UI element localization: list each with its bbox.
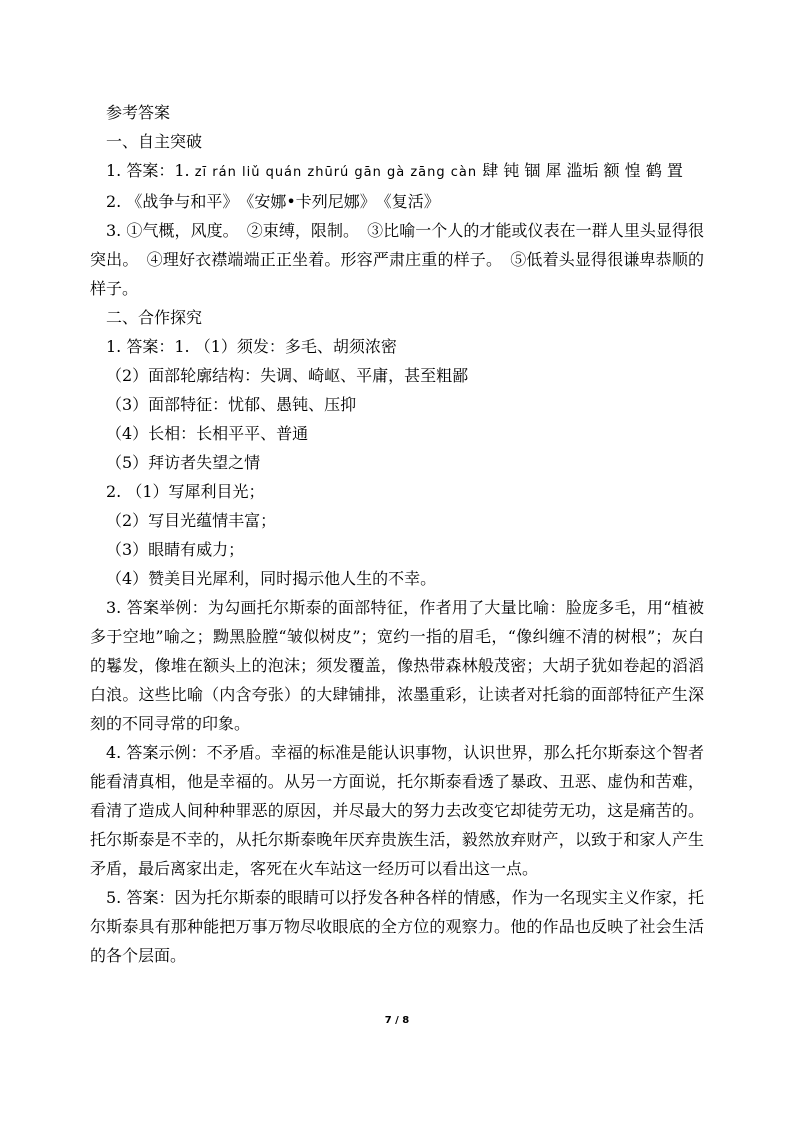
- answer-2-3: 3. 答案举例：为勾画托尔斯泰的面部特征，作者用了大量比喻：脸庞多毛，用“植被多于空地”喻之；黝黑脸膛“皱似树皮”；宽约一指的眉毛，“像纠缠不清的树根”；灰白的鬈发，像堆在额头上的泡沫；须发覆盖，像热带森林般茂密；大胡子犹如卷起的滔滔白浪。这些比喻（内含夸张）的大肆铺排，浓墨重彩，让读者对托翁的面部特征产生深刻的不同寻常的印象。: [90, 598, 704, 733]
- answer-1-1-chars: 肆 钝 锢 犀 滥垢 额 惶 鹤 置: [477, 161, 683, 180]
- answer-2-1-c: （3）面部特征：忧郁、愚钝、压抑: [106, 395, 357, 414]
- page-number: 7 / 8: [384, 1015, 410, 1026]
- answer-2-2-b: （2）写目光蕴情丰富；: [106, 511, 277, 530]
- answer-2-1-d: （4）长相：长相平平、普通: [106, 424, 309, 443]
- answer-content: [90, 98, 704, 970]
- answer-1-1-prefix: 1. 答案：1.: [106, 161, 195, 180]
- section-heading-1: 一、自主突破: [106, 132, 203, 151]
- section-heading-2: 二、合作探究: [106, 308, 203, 327]
- answer-1-3: 3. ①气概，风度。 ②束缚，限制。 ③比喻一个人的才能或仪表在一群人里头显得很突出。 ④理好衣襟端端正正坐着。形容严肃庄重的样子。 ⑤低着头显得很谦卑恭顺的样子。: [90, 221, 704, 298]
- answer-2-2-c: （3）眼睛有威力；: [106, 540, 245, 559]
- answer-heading: 参考答案: [106, 103, 171, 122]
- answer-1-1: [90, 156, 704, 187]
- answer-1-1-pinyin: zī rán liǔ quán zhūrú gān gà zāng càn: [194, 165, 478, 180]
- answer-2-1-b: （2）面部轮廓结构：失调、崎岖、平庸，甚至粗鄙: [106, 366, 469, 385]
- answer-2-2-d: （4）赞美目光犀利，同时揭示他人生的不幸。: [106, 569, 437, 588]
- answer-2-5: 5. 答案：因为托尔斯泰的眼睛可以抒发各种各样的情感，作为一名现实主义作家，托尔斯泰具有那种能把万事万物尽收眼底的全方位的观察力。他的作品也反映了社会生活的各个层面。: [90, 888, 704, 965]
- answer-2-4: 4. 答案示例：不矛盾。幸福的标准是能认识事物，认识世界，那么托尔斯泰这个智者能看清真相，他是幸福的。从另一方面说，托尔斯泰看透了暴政、丑恶、虚伪和苦难，看清了造成人间种种罪恶的原因，并尽最大的努力去改变它却徒劳无功，这是痛苦的。托尔斯泰是不幸的，从托尔斯泰晚年厌弃贵族生活，毅然放弃财产，以致于和家人产生矛盾，最后离家出走，客死在火车站这一经历可以看出这一点。: [90, 743, 704, 878]
- answer-2-1-e: （5）拜访者失望之情: [106, 453, 261, 472]
- answer-1-2: 2. 《战争与和平》 《安娜•卡列尼娜》 《复活》: [106, 192, 440, 211]
- answer-2-1-a: 1. 答案：1. （1）须发：多毛、胡须浓密: [106, 337, 397, 356]
- answer-2-2-a: 2. （1）写犀利目光；: [106, 482, 265, 501]
